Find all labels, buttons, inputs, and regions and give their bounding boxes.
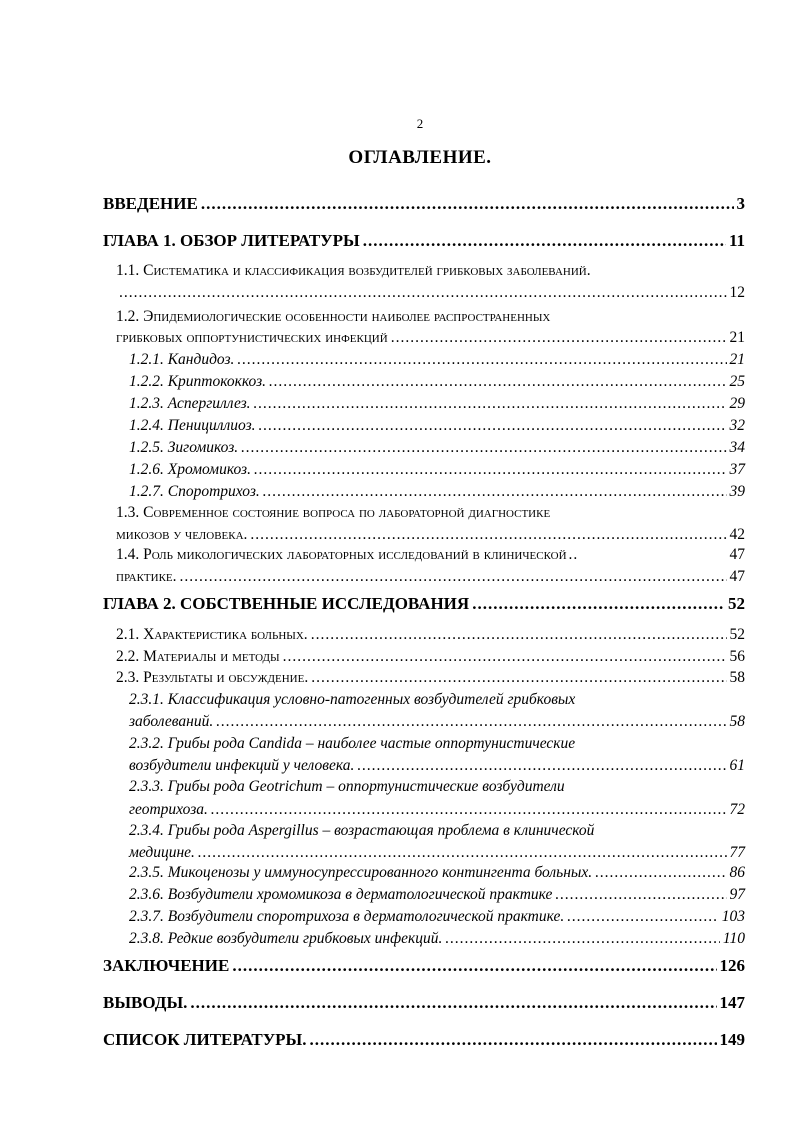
leader-dots xyxy=(211,799,727,821)
toc-entry-2-1 xyxy=(116,624,745,646)
toc-entry-2-2 xyxy=(116,646,745,668)
toc-entry-page: 147 xyxy=(719,993,745,1012)
toc-entry-page: 61 xyxy=(729,757,745,774)
toc-entry-page: 21 xyxy=(729,351,745,368)
leader-dots xyxy=(216,711,726,733)
toc-entry-conclusion xyxy=(103,955,745,977)
toc-entry-label: геотрихоза. xyxy=(129,801,208,818)
toc-entry-page: 29 xyxy=(729,395,745,412)
toc-entry-1-1 xyxy=(116,282,745,304)
toc-entry-label: 1.2.6. Хромомикоз. xyxy=(129,461,251,478)
toc-entry-2-3-7 xyxy=(129,906,745,928)
toc-entry-label: практике. xyxy=(116,568,177,585)
leader-dots xyxy=(180,566,727,588)
leader-dots xyxy=(311,667,726,689)
toc-entry-chapter-1 xyxy=(103,230,745,252)
leader-dots xyxy=(259,415,727,437)
leader-dots xyxy=(310,1029,717,1051)
toc-entry-2-3 xyxy=(116,667,745,689)
toc-title: ОГЛАВЛЕНИЕ. xyxy=(348,147,492,168)
leader-dots xyxy=(569,544,577,566)
toc-entry-findings xyxy=(103,992,745,1014)
toc-entry-1-2-6 xyxy=(129,459,745,481)
toc-entry-label: 1.2.7. Споротрихоз. xyxy=(129,483,260,500)
toc-entry-page: 42 xyxy=(729,526,745,543)
toc-entry-label: 2.3. Результаты и обсуждение. xyxy=(116,669,309,686)
toc-entry-page: 34 xyxy=(729,439,745,456)
leader-dots xyxy=(254,393,727,415)
toc-entry-page: 77 xyxy=(729,844,745,861)
toc-entry-label: 1.2.2. Криптококкоз. xyxy=(129,373,267,390)
toc-entry-2-3-4 xyxy=(129,842,745,864)
toc-entry-label: СПИСОК ЛИТЕРАТУРЫ. xyxy=(103,1030,307,1049)
toc-entry-page: 58 xyxy=(729,669,745,686)
toc-entry-1-2-2 xyxy=(129,371,745,393)
toc-entry-page: 12 xyxy=(729,284,745,301)
toc-entry-2-3-2-line1: 2.3.2. Грибы рода Candida – наиболее частые оппортунистические xyxy=(129,735,576,752)
toc-entry-page: 126 xyxy=(719,956,745,975)
toc-entry-page: 86 xyxy=(729,864,745,881)
toc-entry-references xyxy=(103,1029,745,1051)
toc-entry-label: грибковых оппортунистических инфекций xyxy=(116,329,388,346)
toc-entry-label: 2.3.6. Возбудители хромомикоза в дерматологической практике xyxy=(129,886,553,903)
toc-entry-page: 56 xyxy=(729,648,745,665)
leader-dots xyxy=(283,646,727,668)
leader-dots xyxy=(254,459,727,481)
toc-entry-page: 149 xyxy=(719,1030,745,1049)
toc-entry-label: возбудители инфекций у человека. xyxy=(129,757,355,774)
toc-entry-2-3-1 xyxy=(129,711,745,733)
toc-entry-2-3-3 xyxy=(129,799,745,821)
leader-dots xyxy=(198,842,727,864)
toc-entry-label: 2.3.7. Возбудители споротрихоза в дерматологической практике. xyxy=(129,908,565,925)
toc-entry-page: 110 xyxy=(722,930,745,947)
toc-entry-1-3 xyxy=(116,524,745,546)
toc-entry-label: заболеваний. xyxy=(129,713,214,730)
toc-entry-1-2-7 xyxy=(129,481,745,503)
leader-dots xyxy=(445,928,720,950)
toc-entry-1-4-line1 xyxy=(116,544,745,566)
toc-entry-label: 1.2.5. Зигомикоз. xyxy=(129,439,239,456)
toc-entry-label: микозов у человека. xyxy=(116,526,248,543)
leader-dots xyxy=(472,593,725,615)
toc-entry-page: 11 xyxy=(728,231,745,250)
leader-dots xyxy=(119,282,727,304)
toc-entry-label: 2.3.8. Редкие возбудители грибковых инфекций. xyxy=(129,930,443,947)
toc-entry-chapter-2 xyxy=(103,593,745,615)
leader-dots xyxy=(241,437,726,459)
leader-dots xyxy=(250,524,726,546)
toc-entry-label: 2.3.5. Микоценозы у иммуносупрессированного контингента больных. xyxy=(129,864,593,881)
toc-entry-page: 52 xyxy=(729,626,745,643)
toc-entry-page: 39 xyxy=(729,483,745,500)
page-number: 2 xyxy=(416,116,424,131)
toc-entry-label: 2.1. Характеристика больных. xyxy=(116,626,308,643)
toc-entry-label: ЗАКЛЮЧЕНИЕ xyxy=(103,956,230,975)
toc-entry-label: 1.4. Роль микологических лабораторных исследований в клинической xyxy=(116,546,567,563)
toc-entry-label: 2.2. Материалы и методы xyxy=(116,648,280,665)
toc-entry-1-4 xyxy=(116,566,745,588)
toc-entry-page: 47 xyxy=(729,546,745,563)
toc-entry-page: 37 xyxy=(729,461,745,478)
leader-dots xyxy=(555,884,726,906)
toc-entry-1-1-line1: 1.1. Систематика и классификация возбудителей грибковых заболеваний. xyxy=(116,262,591,279)
leader-dots xyxy=(232,955,716,977)
toc-entry-page: 32 xyxy=(729,417,745,434)
leader-dots xyxy=(269,371,726,393)
toc-entry-label: ВВЕДЕНИЕ xyxy=(103,194,198,213)
toc-entry-label: ГЛАВА 2. СОБСТВЕННЫЕ ИССЛЕДОВАНИЯ xyxy=(103,594,470,613)
toc-entry-1-2 xyxy=(116,327,745,349)
leader-dots xyxy=(357,755,726,777)
toc-entry-label: 1.2.1. Кандидоз. xyxy=(129,351,235,368)
toc-entry-page: 97 xyxy=(729,886,745,903)
toc-entry-label: медицине. xyxy=(129,844,195,861)
leader-dots xyxy=(595,862,726,884)
toc-entry-page: 47 xyxy=(729,568,745,585)
toc-entry-page: 103 xyxy=(721,908,745,925)
leader-dots xyxy=(263,481,727,503)
toc-entry-1-2-1 xyxy=(129,349,745,371)
leader-dots xyxy=(567,906,719,928)
toc-entry-page: 58 xyxy=(729,713,745,730)
leader-dots xyxy=(363,230,726,252)
leader-dots xyxy=(237,349,726,371)
toc-entry-page: 21 xyxy=(729,329,745,346)
toc-entry-2-3-6 xyxy=(129,884,745,906)
toc-entry-label: 1.2.4. Пенициллиоз. xyxy=(129,417,256,434)
toc-entry-2-3-4-line1: 2.3.4. Грибы рода Aspergillus – возрастающая проблема в клинической xyxy=(129,822,595,839)
toc-entry-2-3-8 xyxy=(129,928,745,950)
toc-entry-1-2-line1: 1.2. Эпидемиологические особенности наиболее распространенных xyxy=(116,308,551,325)
toc-entry-page: 72 xyxy=(729,801,745,818)
toc-entry-page: 25 xyxy=(729,373,745,390)
toc-entry-label: ВЫВОДЫ. xyxy=(103,993,188,1012)
toc-entry-introduction xyxy=(103,193,745,215)
toc-entry-2-3-1-line1: 2.3.1. Классификация условно-патогенных возбудителей грибковых xyxy=(129,691,576,708)
toc-entry-1-3-line1: 1.3. Современное состояние вопроса по лабораторной диагностике xyxy=(116,504,551,521)
toc-entry-page: 3 xyxy=(736,194,745,213)
toc-entry-label: ГЛАВА 1. ОБЗОР ЛИТЕРАТУРЫ xyxy=(103,231,360,250)
leader-dots xyxy=(391,327,727,349)
toc-entry-1-2-5 xyxy=(129,437,745,459)
leader-dots xyxy=(311,624,727,646)
toc-entry-1-2-4 xyxy=(129,415,745,437)
toc-entry-2-3-3-line1: 2.3.3. Грибы рода Geotrichum – оппортунистические возбудители xyxy=(129,778,565,795)
toc-entry-2-3-5 xyxy=(129,862,745,884)
toc-entry-label: 1.2.3. Аспергиллез. xyxy=(129,395,251,412)
toc-entry-page: 52 xyxy=(728,594,745,613)
leader-dots xyxy=(201,193,734,215)
toc-entry-2-3-2 xyxy=(129,755,745,777)
leader-dots xyxy=(190,992,716,1014)
toc-entry-1-2-3 xyxy=(129,393,745,415)
